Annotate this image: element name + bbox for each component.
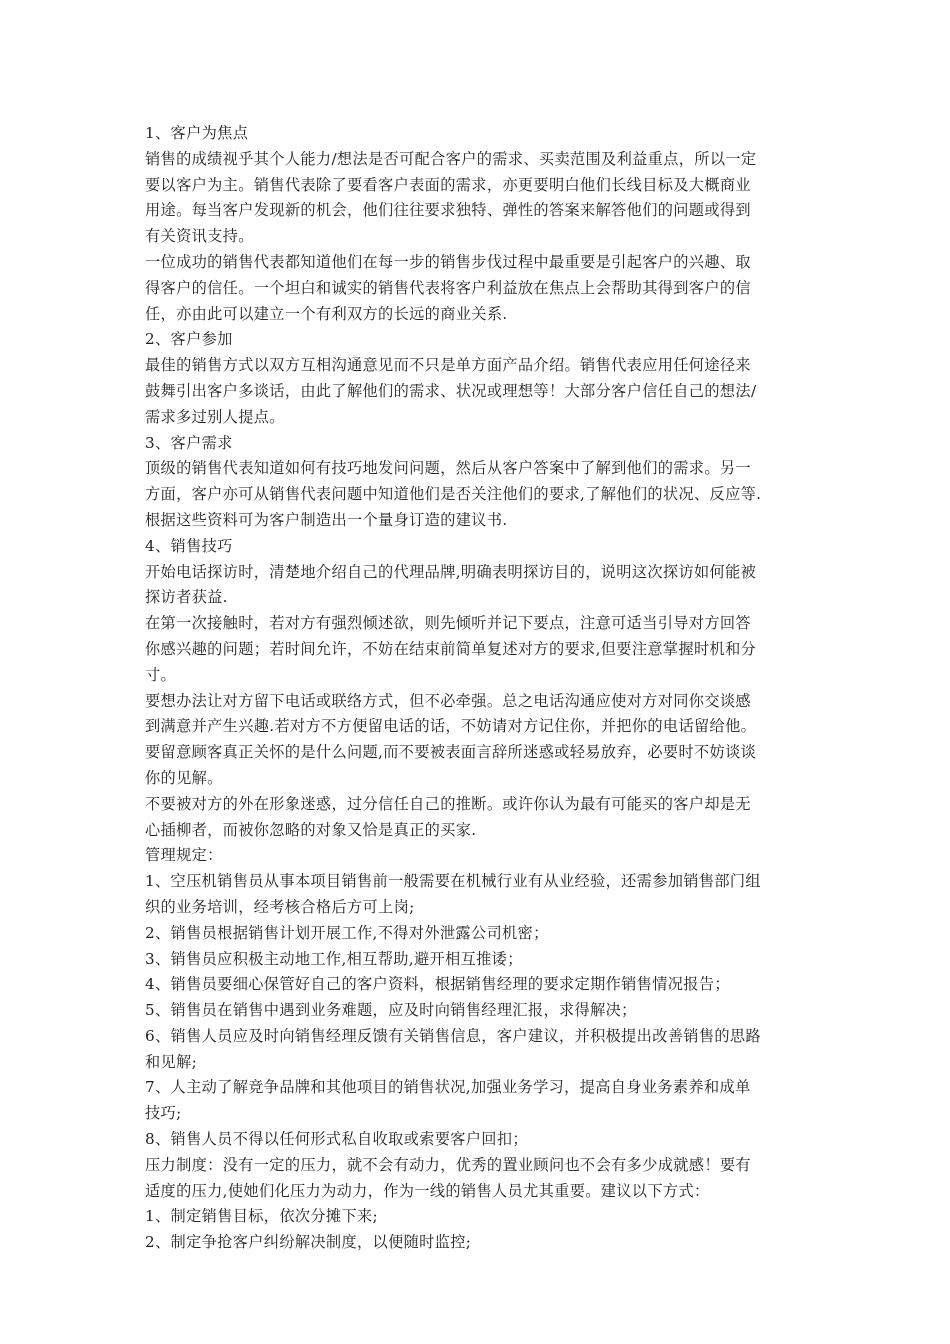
text-line: 3、客户需求 <box>145 433 233 452</box>
text-line: 得客户的信任。一个坦白和诚实的销售代表将客户利益放在焦点上会帮助其得到客户的信 <box>145 278 751 297</box>
text-line: 探访者获益. <box>145 588 228 607</box>
text-line: 1、空压机销售员从事本项目销售前一般需要在机械行业有从业经验，还需参加销售部门组 <box>145 872 761 891</box>
text-line: 2、客户参加 <box>145 330 233 349</box>
text-line: 要留意顾客真正关怀的是什么问题,而不要被表面言辞所迷惑或轻易放弃，必要时不妨谈谈 <box>145 743 757 762</box>
text-line: 任，亦由此可以建立一个有利双方的长远的商业关系. <box>145 304 508 323</box>
text-line: 根据这些资料可为客户制造出一个量身订造的建议书. <box>145 510 508 529</box>
text-line: 鼓舞引出客户多谈话，由此了解他们的需求、状况或理想等！大部分客户信任自己的想法/ <box>145 381 757 400</box>
text-line: 你的见解。 <box>145 768 223 787</box>
text-line: 开始电话探访时，清楚地介绍自己的代理品牌,明确表明探访目的，说明这次探访如何能被 <box>145 562 757 581</box>
text-line: 有关资讯支持。 <box>145 227 254 246</box>
text-line: 方面，客户亦可从销售代表问题中知道他们是否关注他们的要求,了解他们的状况、反应等. <box>145 485 762 504</box>
text-line: 2、制定争抢客户纠纷解决制度，以便随时监控; <box>145 1233 472 1252</box>
text-line: 要以客户为主。销售代表除了要看客户表面的需求，亦更要明白他们长线目标及大概商业 <box>145 175 751 194</box>
text-line: 技巧; <box>145 1104 182 1123</box>
text-line: 5、销售员在销售中遇到业务难题，应及时向销售经理汇报，求得解决； <box>145 1001 637 1020</box>
text-line: 需求多过别人提点。 <box>145 407 285 426</box>
text-line: 8、销售人员不得以任何形式私自收取或索要客户回扣； <box>145 1130 528 1149</box>
text-line: 4、销售员要细心保管好自己的客户资料，根据销售经理的要求定期作销售情况报告； <box>145 975 730 994</box>
text-line: 你感兴趣的问题；若时间允许，不妨在结束前简单复述对方的要求,但要注意掌握时机和分 <box>145 639 757 658</box>
text-line: 1、客户为焦点 <box>145 124 249 142</box>
text-line: 和见解; <box>145 1052 198 1071</box>
text-line: 4、销售技巧 <box>145 536 233 555</box>
text-line: 管理规定： <box>145 846 223 865</box>
text-line: 1、制定销售目标，依次分摊下来; <box>145 1207 379 1226</box>
text-line: 心插柳者，而被你忽略的对象又恰是真正的买家. <box>145 820 477 839</box>
text-line: 在第一次接触时，若对方有强烈倾述欲，则先倾听并记下要点，注意可适当引导对方回答 <box>145 614 751 633</box>
text-line: 用途。每当客户发现新的机会，他们往往要求独特、弹性的答案来解答他们的问题或得到 <box>145 201 751 220</box>
text-line: 要想办法让对方留下电话或联络方式，但不必牵强。总之电话沟通应使对方对同你交谈感 <box>145 691 751 710</box>
text-line: 寸。 <box>145 665 177 684</box>
text-line: 2、销售员根据销售计划开展工作,不得对外泄露公司机密； <box>145 923 549 942</box>
text-line: 6、销售人员应及时向销售经理反馈有关销售信息，客户建议，并积极提出改善销售的思路 <box>145 1026 761 1045</box>
text-line: 7、人主动了解竞争品牌和其他项目的销售状况,加强业务学习，提高自身业务素养和成单 <box>145 1078 751 1097</box>
text-line: 3、销售员应积极主动地工作,相互帮助,避开相互推诿； <box>145 949 523 968</box>
text-line: 适度的压力,使她们化压力为动力，作为一线的销售人员尤其重要。建议以下方式： <box>145 1181 710 1200</box>
text-line: 顶级的销售代表知道如何有技巧地发问问题，然后从客户答案中了解到他们的需求。另一 <box>145 459 751 478</box>
text-line: 织的业务培训，经考核合格后方可上岗; <box>145 897 415 916</box>
text-line: 最佳的销售方式以双方互相沟通意见而不只是单方面产品介绍。销售代表应用任何途径来 <box>145 356 751 375</box>
document-body <box>145 121 815 1256</box>
text-line: 销售的成绩视乎其个人能力/想法是否可配合客户的需求、买卖范围及利益重点，所以一定 <box>145 149 757 168</box>
text-line: 不要被对方的外在形象迷惑，过分信任自己的推断。或许你认为最有可能买的客户却是无 <box>145 794 751 813</box>
text-line: 到满意并产生兴趣.若对方不方便留电话的话，不妨请对方记住你，并把你的电话留给他。 <box>145 717 757 736</box>
text-line: 一位成功的销售代表都知道他们在每一步的销售步伐过程中最重要是引起客户的兴趣、取 <box>145 252 751 271</box>
text-line: 压力制度：没有一定的压力，就不会有动力，优秀的置业顾问也不会有多少成就感！要有 <box>145 1155 751 1174</box>
